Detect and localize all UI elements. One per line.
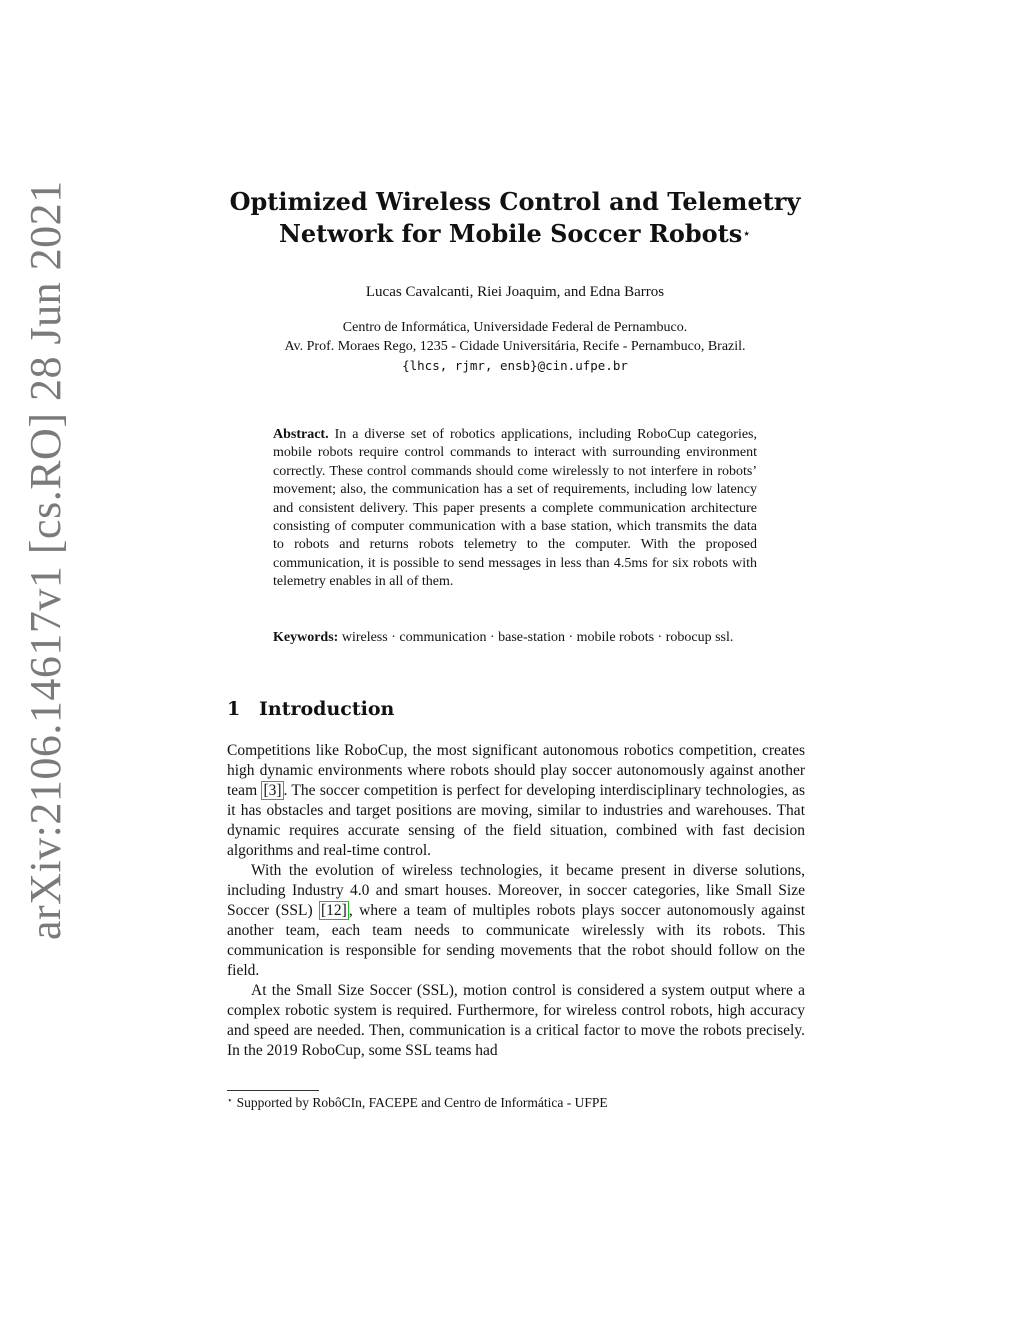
body-paragraph-2: [227, 861, 805, 981]
body-paragraph-1: [227, 741, 805, 861]
paragraph-text: With the evolution of wireless technologies, it became present in diverse solutions, including Industry 4.0 and smart houses. Moreover, in soccer categories, like Small Size Soccer (SSL): [227, 862, 805, 919]
citation-link-3[interactable]: [3]: [263, 782, 282, 799]
footnote-mark: ⋆: [227, 1095, 233, 1105]
arxiv-identifier: arXiv:2106.14617v1 [cs.RO] 28 Jun 2021: [21, 180, 70, 940]
author-list: Lucas Cavalcanti, Riei Joaquim, and Edna Barros: [365, 284, 665, 300]
paragraph-text: , where a team of multiples robots plays soccer autonomously against another team, each team needs to communicate wirelessly with its robots. This communication is responsible for sending movements that the robot should follow on the field.: [227, 902, 805, 979]
abstract-text: In a diverse set of robotics applications, including RoboCup categories, mobile robots require control commands to interact with surrounding environment correctly. These control commands should come wirelessly to not interfere in robots’ movement; also, the communication has a set of requirements, including low latency and consistent delivery. This paper presents a complete communication architecture consisting of computer communication with a base station, which transmits the data to robots and returns robots telemetry to the computer. With the proposed communication, it is possible to send messages in less than 4.5ms for six robots with telemetry enables in all of them.: [273, 427, 757, 590]
footnote: [227, 1095, 805, 1111]
affiliation-line-2: Av. Prof. Moraes Rego, 1235 - Cidade Universitária, Recife - Pernambuco, Brazil.: [284, 339, 746, 354]
section-title: Introduction: [259, 698, 395, 720]
paragraph-text: . The soccer competition is perfect for developing interdisciplinary technologies, as it has obstacles and target positions are moving, similar to industries and warehouses. That dynamic requires accurate sensing of the field situation, combined with fast decision algorithms and real-time control.: [227, 782, 805, 859]
title-line-1: Optimized Wireless Control and Telemetry: [229, 187, 801, 216]
paragraph-text: Competitions like RoboCup, the most significant autonomous robotics competition, creates high dynamic environments where robots should play soccer autonomously against another team: [227, 742, 805, 799]
section-number: 1: [227, 698, 241, 720]
paper-title: [180, 186, 850, 250]
body-paragraph-3: At the Small Size Soccer (SSL), motion control is considered a system output where a complex robotic system is required. Furthermore, for wireless control robots, high accuracy and speed are needed. Then, communication is a critical factor to move the robots precisely. In the 2019 RoboCup, some SSL teams had: [227, 982, 805, 1059]
abstract: [273, 426, 757, 592]
author-emails: {lhcs, rjmr, ensb}@cin.ufpe.br: [402, 358, 628, 373]
affiliation: [200, 318, 830, 375]
title-footnote-mark: ⋆: [742, 226, 752, 242]
footnote-divider: [227, 1090, 319, 1091]
abstract-label: Abstract.: [273, 427, 329, 442]
section-heading: [227, 698, 394, 720]
section-body: [227, 741, 805, 1061]
citation-link-12[interactable]: [12]: [321, 902, 347, 919]
title-line-2: Network for Mobile Soccer Robots: [278, 219, 743, 248]
keywords-label: Keywords:: [273, 630, 339, 645]
footnote-text: Supported by RobôCIn, FACEPE and Centro de Informática - UFPE: [236, 1095, 608, 1110]
keywords-text: wireless · communication · base-station · mobile robots · robocup ssl.: [341, 630, 734, 645]
keywords: [273, 628, 757, 647]
affiliation-line-1: Centro de Informática, Universidade Federal de Pernambuco.: [342, 320, 688, 335]
